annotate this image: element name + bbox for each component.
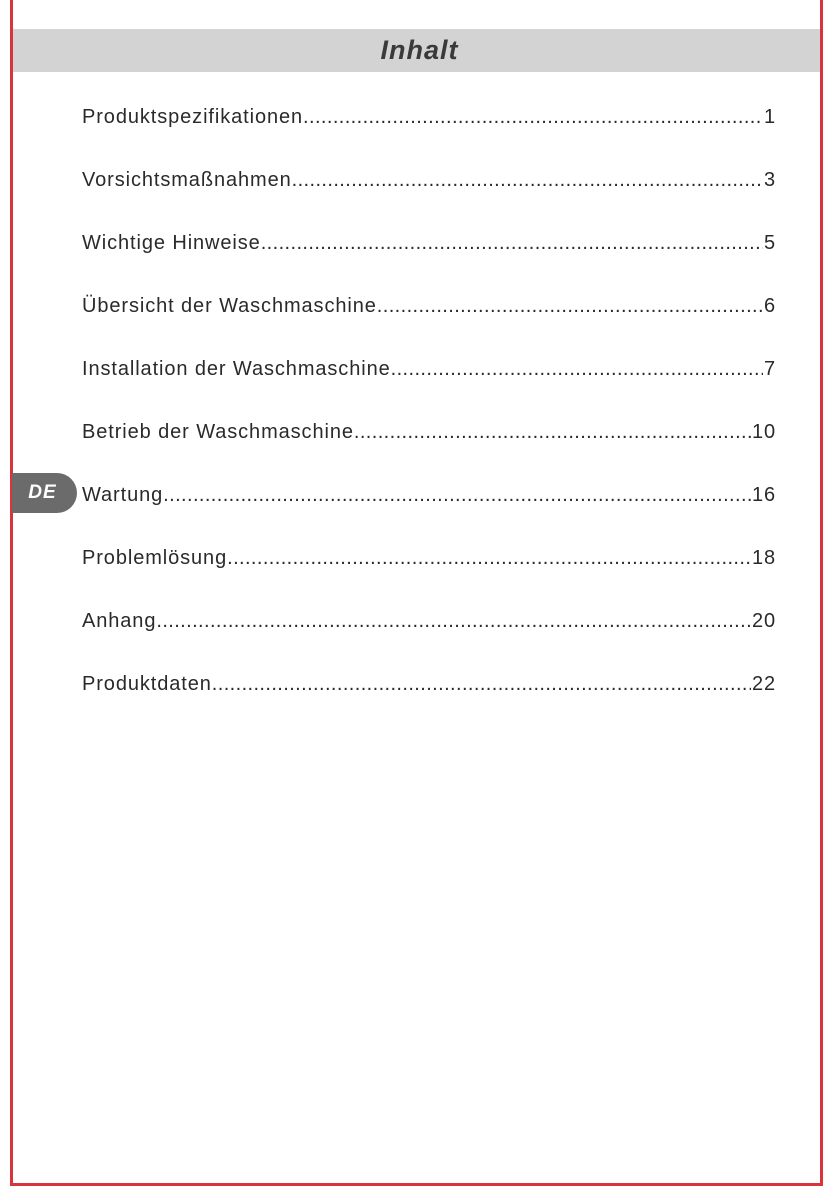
toc-entry-problemloesung[interactable] — [82, 547, 776, 610]
toc-leader-dots — [354, 421, 751, 444]
toc-entry-label: Produktspezifikationen — [82, 106, 304, 128]
toc-entry-betrieb[interactable] — [82, 421, 776, 484]
toc-entry-label: Betrieb der Waschmaschine — [82, 421, 354, 443]
toc-entry-label: Vorsichtsmaßnahmen — [82, 169, 292, 191]
toc-entry-page: 10 — [751, 421, 776, 443]
toc-entry-page: 22 — [751, 673, 776, 695]
language-tab — [12, 473, 77, 513]
toc-entry-produktdaten[interactable] — [82, 673, 776, 736]
toc-entry-label: Wartung — [82, 484, 164, 506]
toc-leader-dots — [156, 610, 751, 633]
toc-leader-dots — [261, 232, 763, 255]
toc-entry-wichtige-hinweise[interactable] — [82, 232, 776, 295]
toc-entry-page: 5 — [763, 232, 776, 254]
toc-leader-dots — [163, 484, 751, 507]
toc-entry-produktspezifikationen[interactable] — [82, 106, 776, 169]
toc-entry-wartung[interactable] — [82, 484, 776, 547]
toc-entry-label: Übersicht der Waschmaschine — [82, 295, 377, 317]
toc-leader-dots — [391, 358, 763, 381]
toc-entry-page: 6 — [763, 295, 776, 317]
toc-entry-page: 7 — [763, 358, 776, 380]
toc-entry-page: 16 — [751, 484, 776, 506]
title-bar — [13, 29, 820, 72]
toc-entry-page: 3 — [763, 169, 776, 191]
page-title: Inhalt — [380, 35, 459, 65]
toc-leader-dots — [227, 547, 751, 570]
toc-entry-uebersicht[interactable] — [82, 295, 776, 358]
toc-entry-label: Wichtige Hinweise — [82, 232, 261, 254]
toc-leader-dots — [212, 673, 751, 696]
toc-entry-page: 1 — [763, 106, 776, 128]
table-of-contents — [82, 106, 776, 736]
toc-leader-dots — [303, 106, 763, 129]
toc-entry-label: Anhang — [82, 610, 157, 632]
toc-entry-label: Installation der Waschmaschine — [82, 358, 391, 380]
language-tab-label: DE — [28, 482, 57, 503]
toc-entry-label: Produktdaten — [82, 673, 212, 695]
toc-entry-label: Problemlösung — [82, 547, 228, 569]
toc-entry-page: 20 — [751, 610, 776, 632]
toc-entry-installation[interactable] — [82, 358, 776, 421]
toc-entry-vorsichtsmassnahmen[interactable] — [82, 169, 776, 232]
toc-entry-page: 18 — [751, 547, 776, 569]
toc-leader-dots — [292, 169, 763, 192]
toc-entry-anhang[interactable] — [82, 610, 776, 673]
toc-leader-dots — [377, 295, 763, 318]
